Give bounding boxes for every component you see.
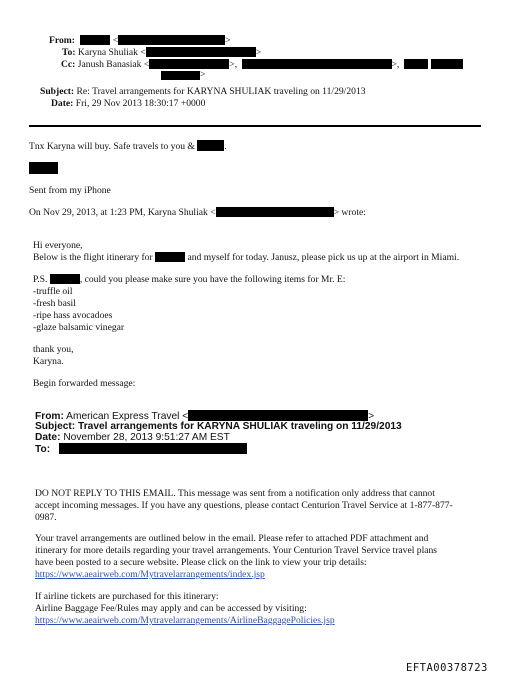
quote-intro: [29, 207, 366, 219]
body-line: Airline Baggage Fee/Rules may apply and can be accessed by visiting:: [35, 603, 307, 614]
reply-text-end: .: [224, 141, 227, 152]
quote-intro-text: On Nov 29, 2013, at 1:23 PM, Karyna Shuliak <: [29, 207, 216, 218]
from-label: From:: [49, 35, 75, 46]
reply-line: [29, 140, 227, 153]
fwd-from-label: From:: [35, 411, 64, 422]
quoted-signoff: Karyna.: [33, 356, 64, 367]
quote-intro-end: > wrote:: [333, 207, 366, 218]
fwd-subject-row: [35, 421, 402, 433]
fwd-from-value: American Express Travel <: [66, 411, 189, 422]
redaction-block: [146, 47, 256, 57]
to-value: Karyna Shuliak <: [77, 47, 146, 58]
to-suffix: >: [255, 47, 262, 58]
fwd-to-label: To:: [35, 444, 51, 455]
fwd-subject-label: Subject:: [35, 421, 76, 432]
redaction-block: [404, 59, 428, 69]
quoted-thanks: thank you,: [33, 344, 74, 355]
header-cc-row: [61, 59, 463, 71]
redaction-block: [242, 59, 392, 69]
fwd-from-suffix: >: [368, 411, 375, 422]
cc-label: Cc:: [61, 59, 76, 70]
body-line: Your travel arrangements are outlined below in the email. Please refer to attached PDF attachment and: [35, 533, 429, 544]
baggage-policies-link[interactable]: https://www.aeairweb.com/Mytravelarrangements/AirlineBaggagePolicies.jsp: [35, 615, 335, 626]
ps-line: [33, 274, 345, 286]
fwd-to-row: [35, 443, 247, 456]
document-stamp: EFTA00378723: [406, 662, 488, 674]
body-line: have been posted to a secure website. Please click on the link to view your trip details:: [35, 557, 367, 568]
redaction-block: [161, 71, 200, 80]
redaction-block: [431, 59, 463, 69]
list-item: -glaze balsamic vinegar: [33, 322, 125, 333]
quoted-text: and myself for today. Janusz, please pick us up at the airport in Miami.: [187, 252, 460, 263]
body-line: accept incoming messages. If you have any questions, please contact Centurion Travel Service at 1-877-877-: [35, 500, 453, 511]
date-value: Fri, 29 Nov 2013 18:30:17 +0000: [75, 98, 206, 109]
list-item: -ripe hass avocadoes: [33, 310, 113, 321]
body-line: If airline tickets are purchased for this itinerary:: [35, 591, 219, 602]
subject-value: Re: Travel arrangements for KARYNA SHULIAK traveling on 11/29/2013: [76, 86, 366, 97]
body-line: DO NOT REPLY TO THIS EMAIL. This message was sent from a notification only address that cannot: [35, 488, 435, 499]
body-line: itinerary for more details regarding your travel arrangements. Your Centurion Travel Service travel plans: [35, 545, 438, 556]
redaction-block: [59, 443, 247, 454]
cc-continuation: >: [200, 69, 206, 80]
fwd-subject-value: Travel arrangements for KARYNA SHULIAK traveling on 11/29/2013: [78, 421, 402, 432]
header-to-row: [62, 47, 261, 59]
redaction-block: [188, 410, 368, 421]
redaction-block: [80, 35, 110, 45]
body-line: 0987.: [35, 512, 57, 523]
fwd-date-value: November 28, 2013 9:51:27 AM EST: [63, 432, 230, 443]
fwd-date-row: [35, 432, 230, 444]
redaction-block: [216, 207, 334, 217]
quoted-line: [33, 252, 459, 264]
header-from-row: From: < >: [49, 35, 231, 46]
fwd-date-label: Date:: [35, 432, 61, 443]
cc-suffix: >,: [229, 59, 238, 70]
cc-suffix: >,: [391, 59, 400, 70]
subject-label: Subject:: [40, 86, 75, 97]
ps-text: , could you please make sure you have the following items for Mr. E:: [79, 274, 346, 285]
list-item: -fresh basil: [33, 298, 76, 309]
redaction-block: [118, 35, 225, 45]
redaction-block: [155, 252, 185, 262]
header-subject-row: [40, 86, 366, 98]
reply-text: Tnx Karyna will buy. Safe travels to you &: [29, 141, 195, 152]
redaction-block: [50, 274, 80, 284]
header-divider: [29, 125, 481, 127]
redaction-block: [197, 140, 227, 152]
trip-details-link[interactable]: https://www.aeairweb.com/Mytravelarrangements/index.jsp: [35, 569, 265, 580]
cc-value: Janush Banasiak <: [77, 59, 150, 70]
list-item: -truffle oil: [33, 286, 73, 297]
quoted-text: Below is the flight itinerary for: [33, 252, 153, 263]
redaction-block: [29, 162, 58, 174]
quoted-greeting: Hi everyone,: [33, 240, 83, 251]
forwarded-label: Begin forwarded message:: [33, 378, 136, 389]
sent-from: Sent from my iPhone: [29, 185, 111, 196]
header-date-row: [51, 98, 205, 110]
ps-label: P.S.: [33, 274, 48, 285]
redaction-block: [149, 59, 229, 69]
to-label: To:: [62, 47, 76, 58]
date-label: Date:: [51, 98, 74, 109]
